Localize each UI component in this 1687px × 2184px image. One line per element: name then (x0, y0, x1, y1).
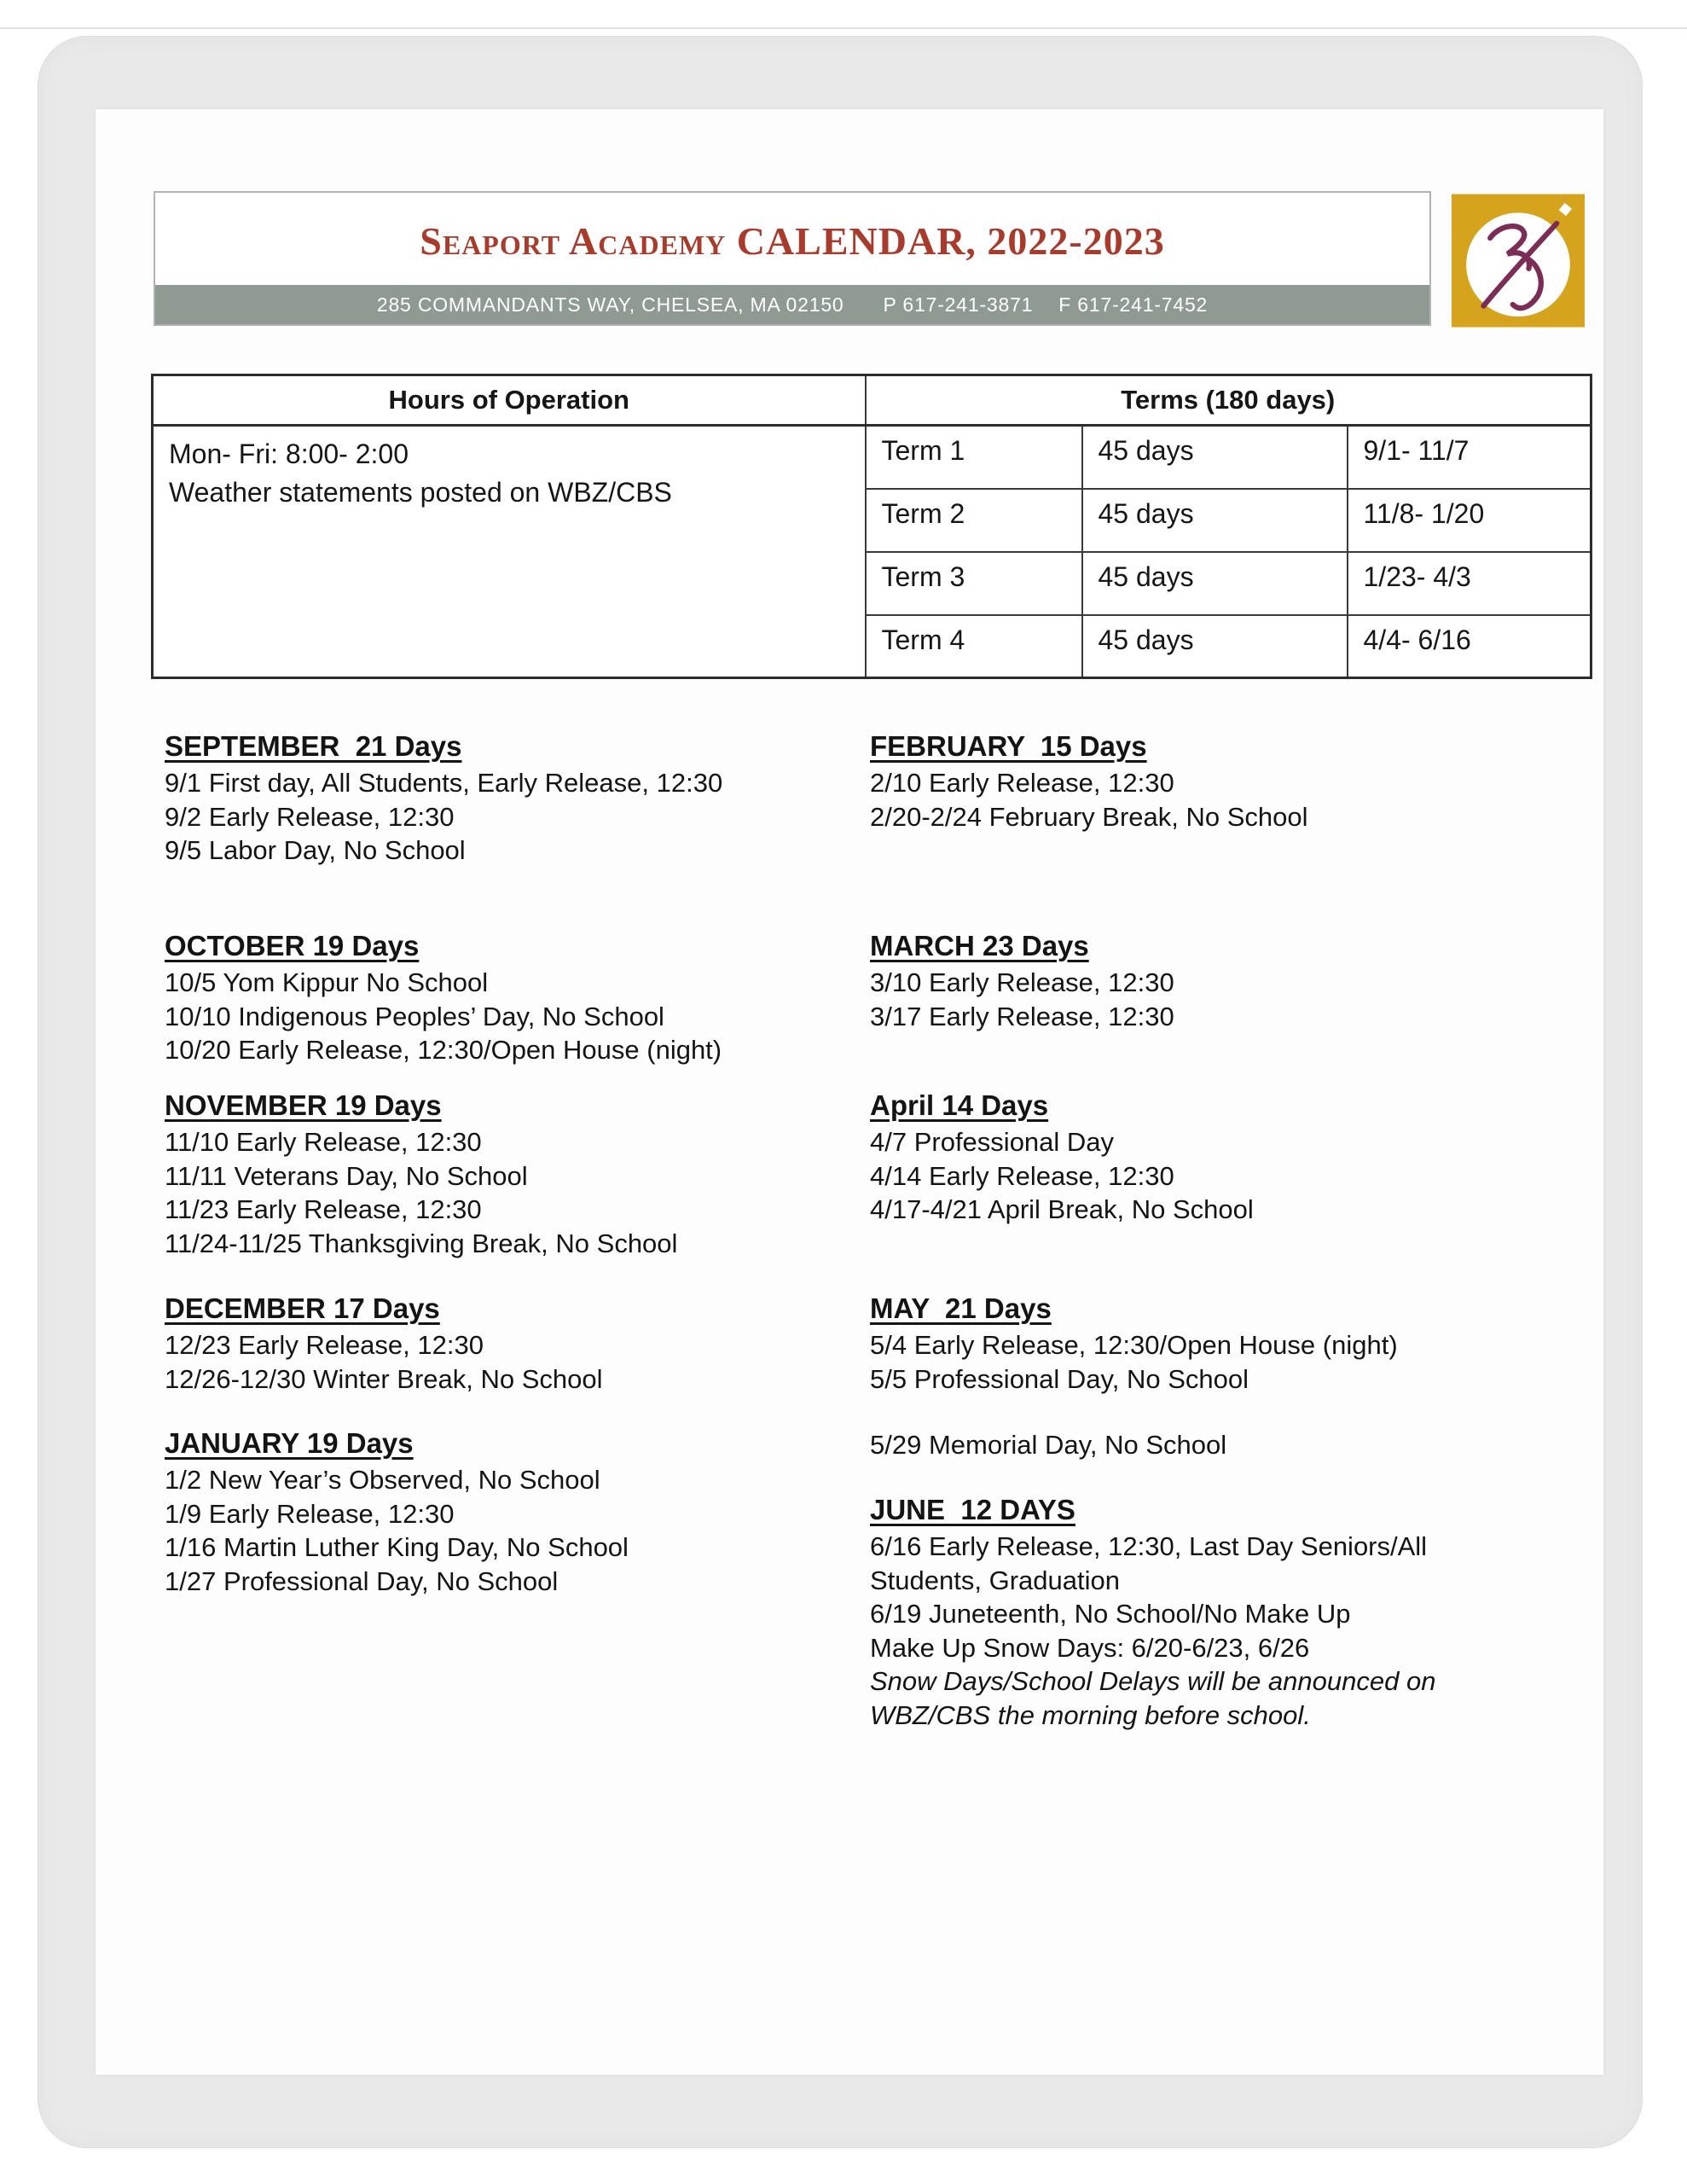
term-days-cell: 45 days (1082, 426, 1348, 489)
month-section-february (870, 729, 1565, 834)
table-header-hours: Hours of Operation (153, 375, 866, 426)
month-heading-may: MAY 21 Days (870, 1292, 1052, 1324)
calendar-entry-november-0: 11/10 Early Release, 12:30 (165, 1127, 482, 1157)
school-logo-graphic (1452, 194, 1585, 328)
address-phone: P 617-241-3871 (883, 293, 1034, 316)
month-heading-april: April 14 Days (870, 1089, 1049, 1121)
calendar-entry-november-2: 11/23 Early Release, 12:30 (165, 1194, 482, 1224)
month-heading-october: OCTOBER 19 Days (165, 930, 420, 961)
term-name-cell: Term 1 (866, 426, 1082, 489)
calendar-entry-december-1: 12/26-12/30 Winter Break, No School (165, 1363, 603, 1394)
calendar-entry-january-3: 1/27 Professional Day, No School (165, 1565, 559, 1596)
page-title-calendar-year: CALENDAR, 2022-2023 (726, 219, 1165, 263)
scan-edge-line (0, 27, 1687, 29)
month-heading-june: JUNE 12 DAYS (870, 1494, 1075, 1525)
calendar-entry-october-1: 10/10 Indigenous Peoples’ Day, No School (165, 1001, 664, 1031)
school-logo (1452, 194, 1585, 328)
calendar-entry-february-0: 2/10 Early Release, 12:30 (870, 768, 1174, 798)
month-section-september (165, 729, 860, 868)
calendar-entry-june-5: WBZ/CBS the morning before school. (870, 1699, 1311, 1730)
address-street: 285 COMMANDANTS WAY, CHELSEA, MA 02150 (376, 293, 844, 316)
calendar-entry-january-2: 1/16 Martin Luther King Day, No School (165, 1532, 629, 1562)
calendar-entry-june-3: Make Up Snow Days: 6/20-6/23, 6/26 (870, 1632, 1310, 1663)
term-dates-cell: 1/23- 4/3 (1348, 552, 1591, 615)
calendar-entry-september-1: 9/2 Early Release, 12:30 (165, 801, 455, 832)
term-name-cell: Term 4 (866, 615, 1082, 678)
calendar-entry-september-0: 9/1 First day, All Students, Early Release, 12:30 (165, 768, 723, 798)
calendar-entry-september-2: 9/5 Labor Day, No School (165, 835, 466, 865)
address-bar (155, 285, 1429, 324)
term-days-cell: 45 days (1082, 615, 1348, 678)
term-dates-cell: 9/1- 11/7 (1348, 426, 1591, 489)
calendar-entry-december-0: 12/23 Early Release, 12:30 (165, 1330, 484, 1360)
month-section-october (165, 929, 860, 1067)
calendar-entry-march-0: 3/10 Early Release, 12:30 (870, 967, 1174, 997)
month-heading-december: DECEMBER 17 Days (165, 1292, 440, 1324)
calendar-entry-june-4: Snow Days/School Delays will be announced on (870, 1666, 1436, 1696)
calendar-entry-june-1: Students, Graduation (870, 1565, 1120, 1595)
calendar-entry-may-0: 5/4 Early Release, 12:30/Open House (night) (870, 1330, 1398, 1360)
month-section-may-memorial (870, 1428, 1565, 1462)
month-section-june (870, 1493, 1565, 1732)
month-heading-january: JANUARY 19 Days (165, 1427, 414, 1459)
calendar-entry-january-1: 1/9 Early Release, 12:30 (165, 1498, 455, 1529)
term-days-cell: 45 days (1082, 489, 1348, 552)
term-name-cell: Term 3 (866, 552, 1082, 615)
hours-terms-table (151, 374, 1592, 679)
calendar-entry-november-3: 11/24-11/25 Thanksgiving Break, No School (165, 1228, 678, 1258)
calendar-entry-march-1: 3/17 Early Release, 12:30 (870, 1001, 1174, 1031)
term-dates-cell: 4/4- 6/16 (1348, 615, 1591, 678)
month-section-november (165, 1089, 860, 1260)
calendar-entry-february-1: 2/20-2/24 February Break, No School (870, 801, 1308, 832)
calendar-entry-october-2: 10/20 Early Release, 12:30/Open House (night) (165, 1035, 722, 1065)
calendar-entry-november-1: 11/11 Veterans Day, No School (165, 1160, 528, 1191)
term-dates-cell: 11/8- 1/20 (1348, 489, 1591, 552)
month-heading-september: SEPTEMBER 21 Days (165, 730, 462, 762)
table-header-terms: Terms (180 days) (866, 375, 1591, 426)
hours-line-1: Mon- Fri: 8:00- 2:00 (169, 439, 409, 469)
page-title (155, 212, 1429, 271)
calendar-entry-april-2: 4/17-4/21 April Break, No School (870, 1194, 1254, 1224)
hours-cell (153, 426, 866, 678)
month-section-april (870, 1089, 1565, 1227)
calendar-entry-january-0: 1/2 New Year’s Observed, No School (165, 1465, 600, 1495)
calendar-entry-june-2: 6/19 Juneteenth, No School/No Make Up (870, 1599, 1351, 1629)
page-title-school-name: Seaport Academy (420, 219, 727, 263)
calendar-entry-june-0: 6/16 Early Release, 12:30, Last Day Seniors/All (870, 1531, 1428, 1561)
address-fax: F 617-241-7452 (1058, 293, 1209, 316)
term-name-cell: Term 2 (866, 489, 1082, 552)
calendar-entry-may-memorial-0: 5/29 Memorial Day, No School (870, 1430, 1227, 1460)
term-days-cell: 45 days (1082, 552, 1348, 615)
calendar-entry-may-1: 5/5 Professional Day, No School (870, 1363, 1249, 1394)
header-box (154, 191, 1431, 326)
calendar-entry-october-0: 10/5 Yom Kippur No School (165, 967, 489, 997)
month-section-january (165, 1426, 860, 1598)
calendar-entry-april-1: 4/14 Early Release, 12:30 (870, 1160, 1174, 1191)
hours-line-2: Weather statements posted on WBZ/CBS (169, 477, 672, 508)
month-section-march (870, 929, 1565, 1033)
month-section-may (870, 1292, 1565, 1396)
month-heading-february: FEBRUARY 15 Days (870, 730, 1147, 762)
month-heading-november: NOVEMBER 19 Days (165, 1089, 442, 1121)
calendar-entry-april-0: 4/7 Professional Day (870, 1127, 1115, 1157)
month-section-december (165, 1292, 860, 1396)
month-heading-march: MARCH 23 Days (870, 930, 1089, 961)
